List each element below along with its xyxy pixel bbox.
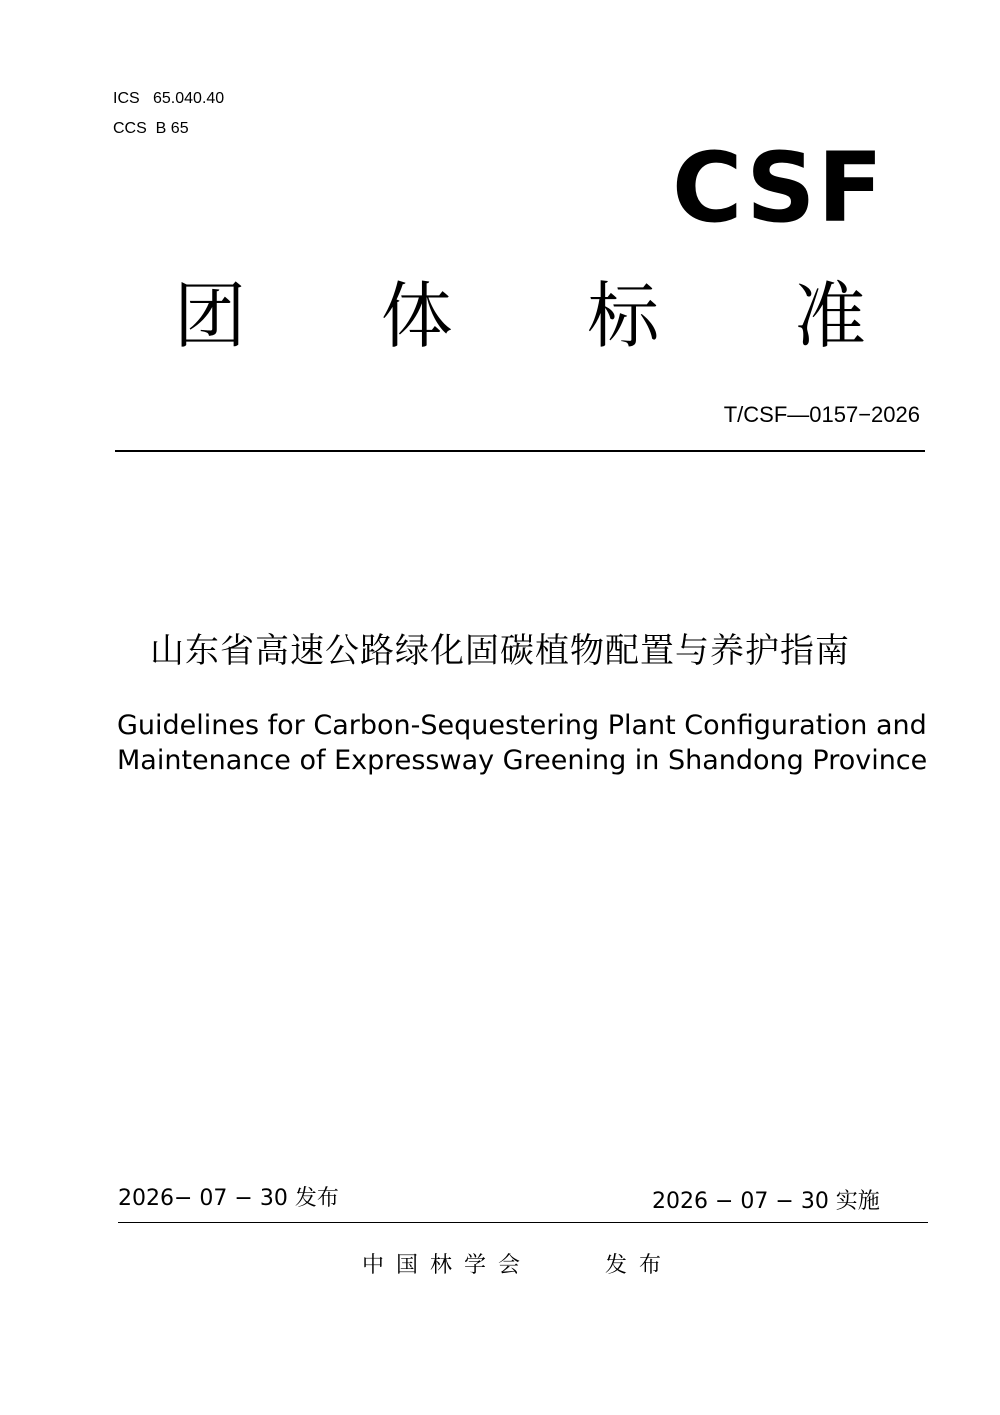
standard-type-char: 体 (380, 274, 453, 358)
standard-type-char: 团 (173, 274, 246, 358)
title-chinese: 山东省高速公路绿化固碳植物配置与养护指南 (150, 631, 850, 671)
title-english (60, 708, 980, 778)
header-divider (115, 450, 925, 452)
issuing-organization: 中国林学会 (362, 1253, 533, 1278)
title-english-line: Maintenance of Expressway Greening in Shandong Province (117, 745, 928, 776)
title-english-line: Guidelines for Carbon-Sequestering Plant Configuration and (117, 710, 927, 741)
ccs-code: CCS B 65 (113, 120, 189, 137)
standard-number: T/CSF—0157−2026 (723, 402, 920, 427)
standard-type-char: 标 (587, 274, 660, 358)
issuing-verb: 发布 (605, 1253, 674, 1278)
csf-logo: CSF (672, 132, 885, 244)
footer-divider (118, 1222, 928, 1223)
standard-type-char: 准 (793, 274, 866, 358)
ics-code: ICS 65.040.40 (113, 90, 225, 107)
standard-type-title (140, 274, 900, 370)
publish-date: 2026− 07 − 30 发布 (118, 1186, 339, 1211)
implement-date: 2026 − 07 − 30 实施 (652, 1189, 880, 1214)
